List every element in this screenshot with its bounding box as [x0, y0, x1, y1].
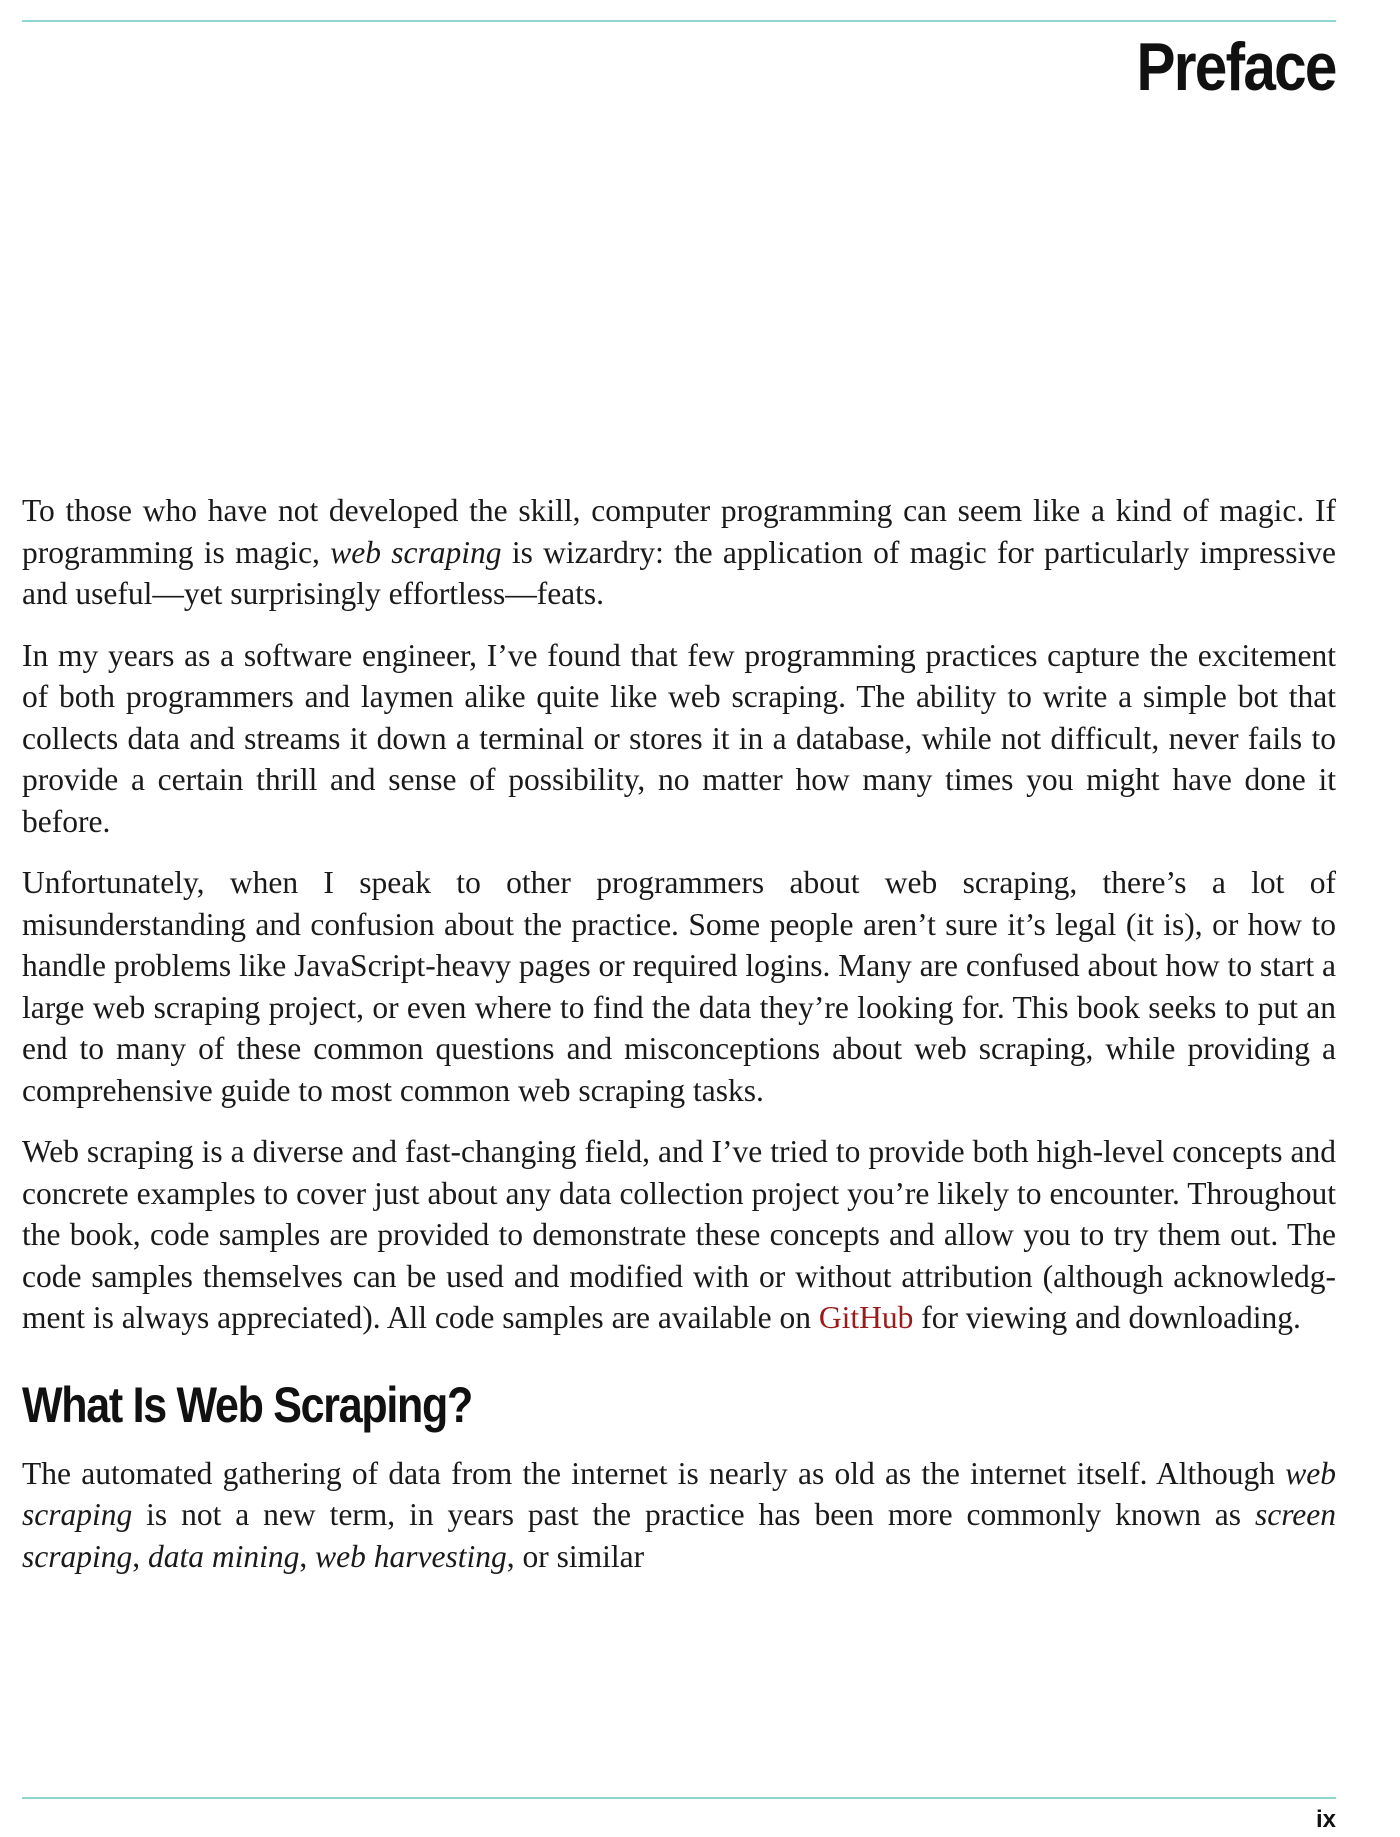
header-rule: [22, 20, 1336, 22]
paragraph-misunderstanding: Unfortunately, when I speak to other programmers about web scraping, there’s a lot of misunderstanding and confusion about the practice. Some people aren’t sure it’s legal (it is), or how to handle problems like JavaScript-heavy pages or required logins. Many are confused about how to start a large web scraping project, or even where to find the data they’re looking for. This book seeks to put an end to many of these common questions and misconceptions about web scraping, while providing a comprehensive guide to most common web scraping tasks.: [22, 865, 1336, 1108]
section-heading: What Is Web Scraping?: [22, 1376, 472, 1433]
section-text-e: , or similar: [506, 1538, 645, 1574]
section-text-c: ,: [132, 1538, 148, 1574]
paragraph-intro-text-end: is wizardry: the application of magic for particularly impressive and useful—yet surprisingly effortless—feats.: [22, 534, 1336, 611]
section-text-b: is not a new term, in years past the practice has been more commonly known as: [132, 1497, 1255, 1532]
term-screen-scraping: screen scraping: [22, 1497, 1336, 1574]
chapter-title: Preface: [1136, 29, 1336, 105]
github-link[interactable]: GitHub: [818, 1300, 914, 1335]
paragraph-intro: [22, 490, 1336, 615]
paragraph-experience: In my years as a software engineer, I’ve found that few programming practices capture the excitement of both programmers and laymen alike quite like web scraping. The ability to write a simple bot that collects data and streams it down a terminal or stores it in a database, while not difficult, never fails to provide a certain thrill and sense of possibility, no matter how many times you might have done it before.: [22, 637, 1336, 839]
section-text-a: The automated gathering of data from the internet is nearly as old as the internet itself. Although: [22, 1455, 1286, 1491]
term-web-scraping-2: web scraping: [22, 1455, 1336, 1532]
paragraph-field-text-end: for viewing and downloading.: [913, 1300, 1301, 1335]
term-web-scraping: web scraping: [330, 534, 502, 570]
footer-rule: [22, 1797, 1336, 1799]
page-body: [22, 490, 1336, 1597]
paragraph-field: [22, 1131, 1336, 1339]
paragraph-field-text: Web scraping is a diverse and fast-changing field, and I’ve tried to provide both high-level concepts and concrete examples to cover just about any data collection project you’re likely to encounter. Throughout the book, code samples are provided to demonstrate these concepts and allow you to try them out. The code samples themselves can be used and modified with or without attribution (although acknowledgment is always appreciated). All code samples are available on: [22, 1134, 1336, 1335]
term-data-mining: data mining: [148, 1538, 300, 1574]
paragraph-section-intro: [22, 1453, 1336, 1578]
section-text-d: ,: [299, 1538, 316, 1574]
page-number: ix: [1315, 1806, 1336, 1833]
term-web-harvesting: web harvesting: [315, 1538, 507, 1574]
paragraph-intro-text: To those who have not developed the skill, computer programming can seem like a kind of magic. If programming is magic,: [22, 493, 1336, 570]
